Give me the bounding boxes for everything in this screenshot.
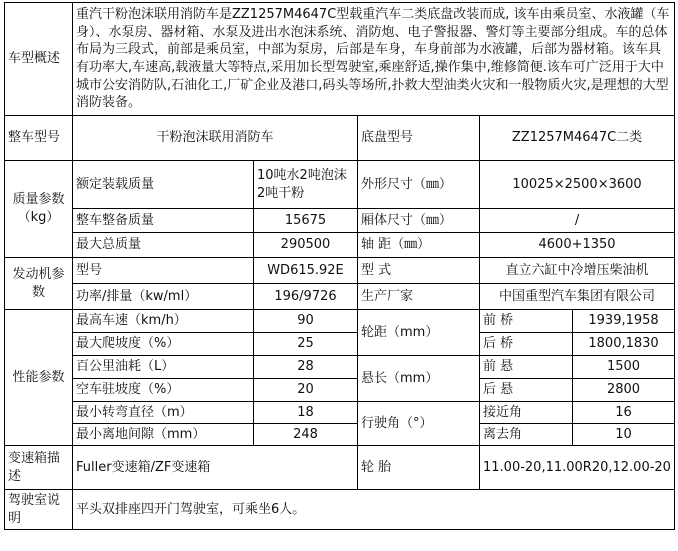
engine-header: 发动机参数: [5, 258, 73, 310]
power-value: 196/9726: [254, 284, 358, 310]
perf-row-3: [5, 356, 675, 379]
wheelbase-value: 4600+1350: [480, 233, 675, 258]
clearance-value: 248: [254, 424, 358, 446]
cab-row: [5, 490, 675, 530]
dims-value: 10025×2500×3600: [480, 161, 675, 209]
curb-weight-value: 15675: [254, 209, 358, 233]
gearbox-value: Fuller变速箱/ZF变速箱: [73, 446, 358, 490]
vehicle-row: [5, 116, 675, 161]
mass-row-2: [5, 209, 675, 233]
rated-load-label: 额定装载质量: [73, 161, 254, 209]
spec-table: [4, 2, 675, 530]
rear-overhang-label: 后 悬: [480, 379, 573, 402]
overview-text: 重汽干粉泡沫联用消防车是ZZ1257M4647C型载重汽车二类底盘改装而成, 该车由乘员室、水液罐（车身）、水泵房、器材箱、水泵及进出水泡沫系统、消防炮、电子警报器、警灯等主要部分组成。车的总体布局为三段式，前部是乘员室，中部为泵房，后部是车身，车身前部为水液罐，后部为器材箱。该车具有功率大,车速高,载液量大等特点,采用加长型驾驶室,乘座舒适,操作集中,维修简便.该车可广泛用于大中城市公安消防队,石油化工,厂矿企业及港口,码头等场所,扑救大型油类火灾和一般物质火灾,是理想的大型消防装备。: [73, 3, 675, 116]
vehicle-header: 整车型号: [5, 116, 73, 161]
gearbox-row: [5, 446, 675, 490]
engine-model-label: 型号: [73, 258, 254, 284]
front-overhang-value: 1500: [573, 356, 675, 379]
mass-row-3: [5, 233, 675, 258]
gearbox-header: 变速箱描述: [5, 446, 73, 490]
maker-value: 中国重型汽车集团有限公司: [480, 284, 675, 310]
front-overhang-label: 前 悬: [480, 356, 573, 379]
max-speed-value: 90: [254, 310, 358, 333]
overview-row: [5, 3, 675, 116]
dims-label: 外形尺寸（㎜）: [358, 161, 480, 209]
front-axle-value: 1939,1958: [573, 310, 675, 333]
performance-header: 性能参数: [5, 310, 73, 446]
engine-model-value: WD615.92E: [254, 258, 358, 284]
perf-row-5: [5, 402, 675, 424]
engine-type-value: 直立六缸中冷增压柴油机: [480, 258, 675, 284]
max-grade-value: 25: [254, 333, 358, 356]
park-grade-value: 20: [254, 379, 358, 402]
tire-value: 11.00-20,11.00R20,12.00-20: [480, 446, 675, 490]
engine-row-2: [5, 284, 675, 310]
max-mass-label: 最大总质量: [73, 233, 254, 258]
engine-type-label: 型 式: [358, 258, 480, 284]
chassis-value: ZZ1257M4647C二类: [480, 116, 675, 161]
tire-label: 轮 胎: [358, 446, 480, 490]
angle-label: 行驶角（°）: [358, 402, 480, 446]
engine-row-1: [5, 258, 675, 284]
overhang-label: 悬长（mm）: [358, 356, 480, 402]
chassis-label: 底盘型号: [358, 116, 480, 161]
turn-diameter-value: 18: [254, 402, 358, 424]
max-mass-value: 290500: [254, 233, 358, 258]
rear-overhang-value: 2800: [573, 379, 675, 402]
max-grade-label: 最大爬坡度（%）: [73, 333, 254, 356]
perf-row-1: [5, 310, 675, 333]
cab-value: 平头双排座四开门驾驶室，可乘坐6人。: [73, 490, 675, 530]
curb-weight-label: 整车整备质量: [73, 209, 254, 233]
clearance-label: 最小离地间隙（mm）: [73, 424, 254, 446]
rated-load-value: 10吨水2吨泡沫2吨干粉: [254, 161, 358, 209]
overview-header: 车型概述: [5, 3, 73, 116]
departure-value: 10: [573, 424, 675, 446]
box-dims-label: 厢体尺寸（㎜）: [358, 209, 480, 233]
departure-label: 离去角: [480, 424, 573, 446]
approach-label: 接近角: [480, 402, 573, 424]
box-dims-value: /: [480, 209, 675, 233]
maker-label: 生产厂家: [358, 284, 480, 310]
perf-row-6: [5, 424, 675, 446]
power-label: 功率/排量（kw/ml）: [73, 284, 254, 310]
fuel-label: 百公里油耗（L）: [73, 356, 254, 379]
vehicle-model: 干粉泡沫联用消防车: [73, 116, 358, 161]
perf-row-4: [5, 379, 675, 402]
perf-row-2: [5, 333, 675, 356]
wheelbase-label: 轴 距（㎜）: [358, 233, 480, 258]
approach-value: 16: [573, 402, 675, 424]
mass-header: 质量参数（kg）: [5, 161, 73, 258]
rear-axle-label: 后 桥: [480, 333, 573, 356]
park-grade-label: 空车驻坡度（%）: [73, 379, 254, 402]
track-label: 轮距（mm）: [358, 310, 480, 356]
turn-diameter-label: 最小转弯直径（m）: [73, 402, 254, 424]
max-speed-label: 最高车速（km/h）: [73, 310, 254, 333]
mass-row-1: [5, 161, 675, 209]
rear-axle-value: 1800,1830: [573, 333, 675, 356]
spec-sheet: [4, 2, 674, 548]
fuel-value: 28: [254, 356, 358, 379]
front-axle-label: 前 桥: [480, 310, 573, 333]
cab-header: 驾驶室说明: [5, 490, 73, 530]
